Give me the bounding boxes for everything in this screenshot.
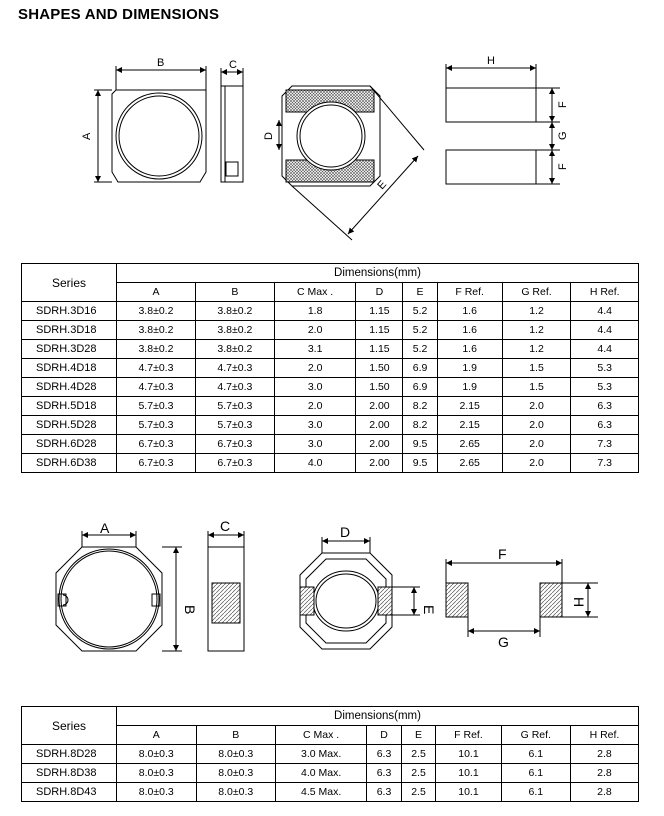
dimension-cell: 3.8±0.2 [117, 340, 196, 359]
column-header: B [195, 283, 274, 302]
dimension-cell: 5.2 [403, 321, 437, 340]
dimension-cell: 1.2 [502, 321, 571, 340]
dimension-cell: 7.3 [571, 454, 639, 473]
side-view-c [221, 68, 243, 182]
column-header: D [367, 726, 402, 745]
table-row [22, 378, 639, 397]
series-header: Series [22, 264, 117, 302]
dimension-cell: 5.7±0.3 [195, 416, 274, 435]
dimension-cell: 1.50 [356, 378, 403, 397]
column-header: C Max . [276, 726, 367, 745]
table-row [22, 302, 639, 321]
dimension-cell: 5.2 [403, 302, 437, 321]
label-c: C [229, 59, 237, 71]
table-row [22, 416, 639, 435]
dimension-cell: 4.7±0.3 [195, 359, 274, 378]
dimension-cell: 2.65 [437, 454, 502, 473]
dimension-cell: 6.1 [501, 764, 570, 783]
series-header: Series [22, 707, 117, 745]
dimension-cell: 3.0 Max. [276, 745, 367, 764]
section-title: SHAPES AND DIMENSIONS [18, 6, 220, 23]
dimension-cell: 2.15 [437, 397, 502, 416]
label-d: D [263, 132, 275, 140]
dimension-cell: 3.8±0.2 [117, 302, 196, 321]
column-header: D [356, 283, 403, 302]
dimension-cell: 4.0 [274, 454, 356, 473]
dimension-cell: 10.1 [436, 745, 501, 764]
dimension-cell: 3.8±0.2 [195, 340, 274, 359]
label-h: H [571, 597, 587, 608]
series-cell: SDRH.8D28 [22, 745, 117, 764]
series-cell: SDRH.4D28 [22, 378, 117, 397]
label-c: C [220, 518, 231, 534]
dimension-cell: 1.50 [356, 359, 403, 378]
dimension-cell: 6.9 [403, 359, 437, 378]
dimension-cell: 1.9 [437, 359, 502, 378]
dimension-cell: 2.5 [401, 764, 436, 783]
dimension-cell: 6.3 [571, 416, 639, 435]
dimension-cell: 1.15 [356, 321, 403, 340]
column-header: F Ref. [436, 726, 501, 745]
dimension-cell: 8.0±0.3 [117, 783, 197, 802]
dimension-cell: 1.5 [502, 359, 571, 378]
dimension-cell: 7.3 [571, 435, 639, 454]
series-cell: SDRH.8D43 [22, 783, 117, 802]
label-f-upper: F [557, 101, 569, 108]
series-cell: SDRH.3D28 [22, 340, 117, 359]
table-row [22, 435, 639, 454]
dimension-cell: 9.5 [403, 454, 437, 473]
dimension-cell: 5.3 [571, 378, 639, 397]
column-header: H Ref. [571, 283, 639, 302]
dimension-cell: 2.00 [356, 416, 403, 435]
dimension-cell: 4.7±0.3 [117, 378, 196, 397]
column-header: E [403, 283, 437, 302]
column-header: C Max . [274, 283, 356, 302]
series-cell: SDRH.3D16 [22, 302, 117, 321]
figure-top-drawings [0, 50, 664, 260]
table-row [22, 321, 639, 340]
label-e: E [421, 605, 437, 615]
dimension-cell: 5.2 [403, 340, 437, 359]
dimension-cell: 10.1 [436, 764, 501, 783]
dimension-cell: 6.1 [501, 745, 570, 764]
dimension-cell: 5.3 [571, 359, 639, 378]
column-header: A [117, 726, 197, 745]
table-row [22, 340, 639, 359]
dimensions-table-1 [21, 263, 639, 473]
column-header: G Ref. [501, 726, 570, 745]
dimension-cell: 4.4 [571, 302, 639, 321]
column-header: G Ref. [502, 283, 571, 302]
table-row [22, 454, 639, 473]
series-cell: SDRH.6D38 [22, 454, 117, 473]
dimension-cell: 2.00 [356, 435, 403, 454]
dimension-cell: 1.6 [437, 302, 502, 321]
column-header: E [401, 726, 436, 745]
dimension-cell: 9.5 [403, 435, 437, 454]
dimension-cell: 4.5 Max. [276, 783, 367, 802]
octagon-side-view [208, 531, 244, 651]
dimension-cell: 8.0±0.3 [196, 783, 276, 802]
dimension-cell: 2.5 [401, 745, 436, 764]
dimension-cell: 5.7±0.3 [117, 397, 196, 416]
column-header: H Ref. [570, 726, 638, 745]
dimension-cell: 8.0±0.3 [117, 745, 197, 764]
dimension-cell: 4.4 [571, 321, 639, 340]
top-view-square [94, 66, 206, 182]
dimension-cell: 3.0 [274, 378, 356, 397]
series-cell: SDRH.4D18 [22, 359, 117, 378]
label-g: G [498, 634, 509, 650]
column-header: F Ref. [437, 283, 502, 302]
dimension-cell: 6.3 [367, 764, 402, 783]
column-header: B [196, 726, 276, 745]
dimension-cell: 5.7±0.3 [117, 416, 196, 435]
dimension-cell: 3.8±0.2 [195, 302, 274, 321]
dimension-cell: 6.3 [367, 745, 402, 764]
dimension-cell: 2.0 [274, 397, 356, 416]
dimension-cell: 2.0 [502, 416, 571, 435]
dimension-cell: 8.0±0.3 [196, 745, 276, 764]
dimension-cell: 2.0 [274, 321, 356, 340]
land-pattern [446, 64, 560, 184]
dimension-cell: 1.9 [437, 378, 502, 397]
dimension-cell: 4.0 Max. [276, 764, 367, 783]
series-cell: SDRH.3D18 [22, 321, 117, 340]
dimension-cell: 3.1 [274, 340, 356, 359]
dimension-cell: 3.8±0.2 [117, 321, 196, 340]
dimension-cell: 6.7±0.3 [117, 435, 196, 454]
dimension-cell: 6.7±0.3 [117, 454, 196, 473]
series-cell: SDRH.6D28 [22, 435, 117, 454]
dimension-cell: 2.8 [570, 764, 638, 783]
label-g: G [557, 131, 569, 140]
label-f-lower: F [557, 163, 569, 170]
table-row [22, 783, 639, 802]
dimension-cell: 4.7±0.3 [195, 378, 274, 397]
dimension-cell: 8.0±0.3 [117, 764, 197, 783]
dimension-cell: 1.6 [437, 340, 502, 359]
dimension-cell: 1.5 [502, 378, 571, 397]
dimension-cell: 2.65 [437, 435, 502, 454]
dimension-cell: 2.0 [502, 435, 571, 454]
octagon-top-view [56, 531, 182, 651]
dimension-cell: 8.0±0.3 [196, 764, 276, 783]
dimension-cell: 2.0 [502, 454, 571, 473]
dimension-cell: 1.15 [356, 302, 403, 321]
dimension-cell: 10.1 [436, 783, 501, 802]
dimension-cell: 6.7±0.3 [195, 454, 274, 473]
label-e: E [375, 178, 390, 193]
dimension-cell: 1.15 [356, 340, 403, 359]
dimension-cell: 8.2 [403, 416, 437, 435]
dimension-cell: 8.2 [403, 397, 437, 416]
figure-bottom-drawings [0, 505, 664, 665]
table-row [22, 745, 639, 764]
dimension-cell: 6.3 [571, 397, 639, 416]
dimension-cell: 4.7±0.3 [117, 359, 196, 378]
dimension-cell: 2.0 [502, 397, 571, 416]
dimension-cell: 6.9 [403, 378, 437, 397]
dimension-cell: 2.00 [356, 454, 403, 473]
dimension-cell: 3.0 [274, 416, 356, 435]
octagon-bottom-view [300, 537, 420, 649]
dimension-cell: 2.00 [356, 397, 403, 416]
series-cell: SDRH.8D38 [22, 764, 117, 783]
table-row [22, 764, 639, 783]
bottom-view-electrodes [279, 86, 424, 240]
dimension-cell: 1.8 [274, 302, 356, 321]
dimension-cell: 3.0 [274, 435, 356, 454]
dimension-cell: 4.4 [571, 340, 639, 359]
column-header: A [117, 283, 196, 302]
dimension-cell: 2.5 [401, 783, 436, 802]
dimension-cell: 3.8±0.2 [195, 321, 274, 340]
dimension-cell: 6.1 [501, 783, 570, 802]
label-b: B [157, 57, 165, 69]
label-f: F [498, 546, 507, 562]
dimension-cell: 1.2 [502, 340, 571, 359]
dimensions-table-2 [21, 706, 639, 802]
series-cell: SDRH.5D18 [22, 397, 117, 416]
dimension-cell: 6.3 [367, 783, 402, 802]
label-h: H [487, 55, 495, 67]
table-row [22, 359, 639, 378]
dimension-cell: 2.8 [570, 745, 638, 764]
dimension-cell: 6.7±0.3 [195, 435, 274, 454]
dimensions-group-header: Dimensions(mm) [117, 707, 639, 726]
label-d: D [340, 524, 351, 540]
dimension-cell: 1.2 [502, 302, 571, 321]
dimension-cell: 2.0 [274, 359, 356, 378]
dimension-cell: 2.8 [570, 783, 638, 802]
dimensions-group-header: Dimensions(mm) [117, 264, 639, 283]
dimension-cell: 5.7±0.3 [195, 397, 274, 416]
series-cell: SDRH.5D28 [22, 416, 117, 435]
dimension-cell: 2.15 [437, 416, 502, 435]
table-row [22, 397, 639, 416]
label-a: A [81, 132, 93, 140]
dimension-cell: 1.6 [437, 321, 502, 340]
label-b: B [182, 605, 198, 615]
label-a: A [100, 520, 110, 536]
